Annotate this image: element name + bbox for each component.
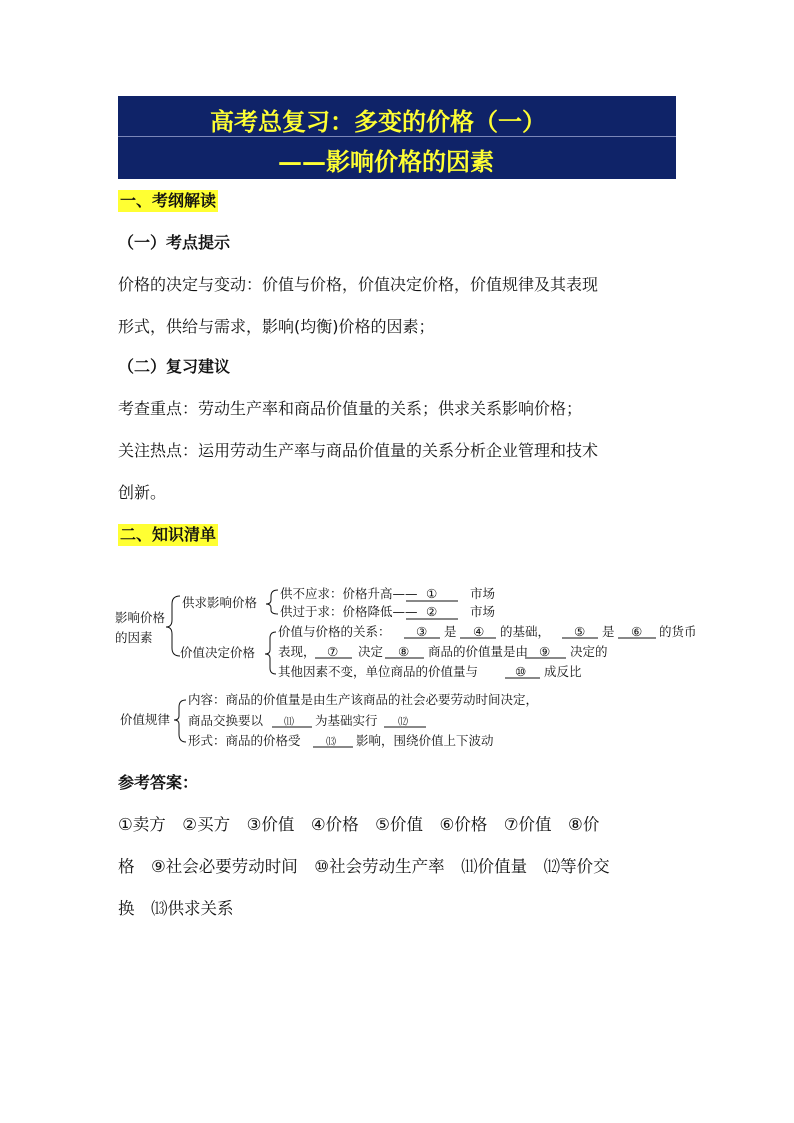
blank-13: ⒀: [326, 737, 336, 748]
sub2-heading: （二）复习建议: [118, 357, 231, 376]
blank-10: ⑩: [515, 664, 527, 679]
sub1-line-2: 形式，供给与需求，影响(均衡)价格的因素；: [118, 317, 435, 336]
blank-3: ③: [416, 624, 428, 639]
value-line1-c: 的基础，: [500, 624, 551, 639]
blank-11: ⑾: [284, 717, 294, 728]
answers-line-3: 换 ⒀供求关系: [118, 899, 234, 918]
supply-line2-b: 市场: [470, 604, 496, 619]
value-line3-b: 成反比: [544, 664, 582, 679]
section1-heading: 一、考纲解读: [120, 191, 217, 210]
answers-line-1: ①卖方 ②买方 ③价值 ④价格 ⑤价值 ⑥价格 ⑦价值 ⑧价: [118, 815, 600, 834]
blank-5: ⑤: [574, 624, 586, 639]
value-line1-d: 是: [602, 624, 615, 639]
brace-value: [265, 632, 276, 674]
blank-6: ⑥: [631, 624, 643, 639]
root2: 价值规律: [120, 712, 171, 727]
value-line2-a: 表现，: [278, 644, 316, 659]
answers-heading: 参考答案：: [118, 773, 199, 792]
root1-line1: 影响价格: [115, 610, 166, 625]
value-line1-b: 是: [444, 624, 457, 639]
blank-1: ①: [426, 586, 438, 601]
sub1-line-1: 价格的决定与变动：价值与价格，价值决定价格，价值规律及其表现: [118, 275, 599, 294]
value-line1-e: 的货币: [659, 624, 697, 639]
brace-law: [174, 700, 186, 742]
sub1-heading: （一）考点提示: [118, 233, 231, 252]
branch-supply: 供求影响价格: [182, 595, 258, 610]
blank-8: ⑧: [398, 644, 410, 659]
blank-9: ⑨: [539, 644, 551, 659]
value-line2-b: 决定: [358, 644, 384, 659]
section2-heading: 二、知识清单: [120, 525, 217, 544]
answers-line-2: 格 ⑨社会必要劳动时间 ⑩社会劳动生产率 ⑾价值量 ⑿等价交: [118, 857, 610, 876]
value-line3-a: 其他因素不变，单位商品的价值量与: [278, 664, 479, 679]
law-line2-a: 商品交换要以: [188, 713, 264, 728]
sub2-line-1: 考查重点：劳动生产率和商品价值量的关系；供求关系影响价格；: [118, 399, 583, 418]
supply-line2-a: 供过于求：价格降低——: [280, 604, 418, 619]
branch-value: 价值决定价格: [180, 645, 256, 660]
title-line-2: ——影响价格的因素: [278, 147, 494, 176]
value-line1-a: 价值与价格的关系：: [278, 624, 391, 639]
blank-12: ⑿: [398, 717, 408, 728]
root1-line2: 的因素: [115, 630, 153, 645]
law-line3-b: 影响，围绕价值上下波动: [356, 733, 494, 748]
value-line2-d: 决定的: [570, 644, 608, 659]
value-line2-c: 商品的价值量是由: [428, 644, 529, 659]
law-line2-b: 为基础实行: [315, 713, 378, 728]
brace-root: [166, 596, 180, 656]
sub2-line-3: 创新。: [118, 483, 167, 502]
blank-2: ②: [426, 604, 438, 619]
supply-line1-b: 市场: [470, 586, 496, 601]
sub2-line-2: 关注热点：运用劳动生产率与商品价值量的关系分析企业管理和技术: [118, 441, 599, 460]
law-line1: 内容：商品的价值量是由生产该商品的社会必要劳动时间决定，: [188, 692, 539, 707]
title-line-1: 高考总复习：多变的价格（一）: [210, 107, 546, 136]
blank-7: ⑦: [327, 644, 339, 659]
supply-line1-a: 供不应求：价格升高——: [280, 586, 418, 601]
brace-supply: [266, 590, 278, 614]
law-line3-a: 形式：商品的价格受: [188, 733, 301, 748]
blank-4: ④: [473, 624, 485, 639]
